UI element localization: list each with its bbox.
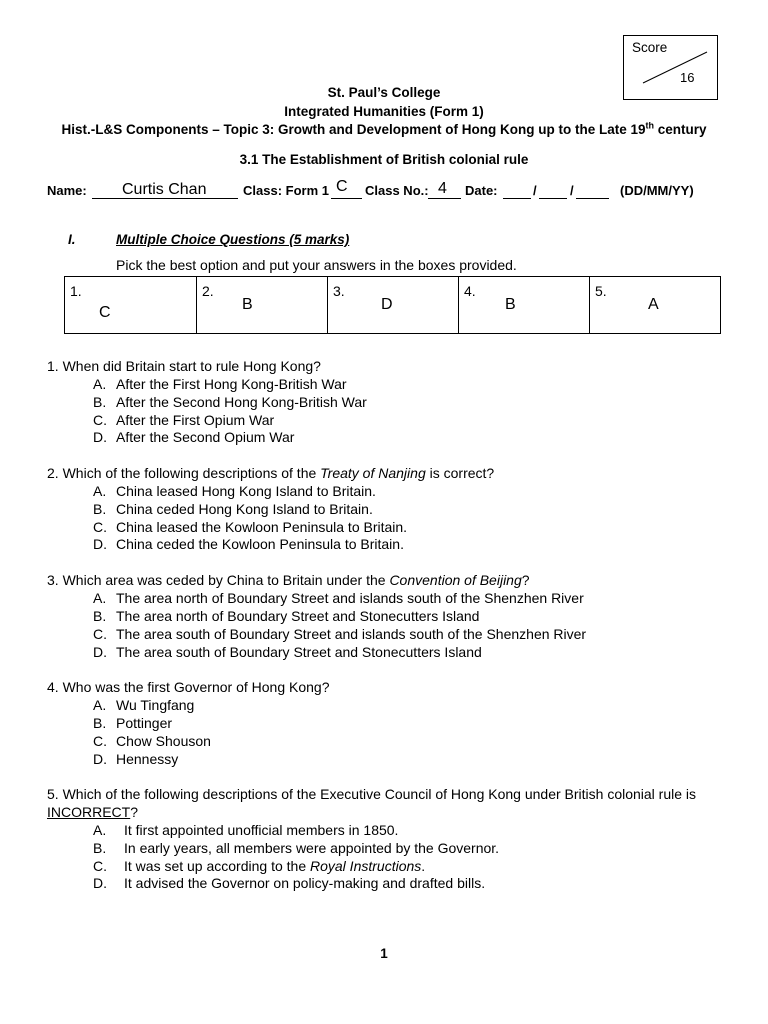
answer-box-number: 2.	[202, 283, 214, 299]
question-stem-end: ?	[130, 804, 139, 821]
option-text: After the First Hong Kong-British War	[116, 375, 347, 392]
question-stem: Which area was ceded by China to Britain under the	[62, 572, 390, 589]
question-number: 1.	[47, 358, 59, 374]
section-numeral: I.	[68, 232, 76, 247]
option-text: It first appointed unofficial members in 1850.	[124, 821, 399, 838]
option-text: The area north of Boundary Street and islands south of the Shenzhen River	[116, 589, 584, 606]
option-letter: D.	[93, 536, 107, 553]
question-stem: Which of the following descriptions of the	[62, 465, 321, 482]
class-no-value: 4	[438, 180, 447, 197]
answer-box-number: 5.	[595, 283, 607, 299]
option-text: Hennessy	[116, 750, 179, 767]
topic-title	[0, 121, 768, 139]
question-stem-end: ?	[521, 572, 530, 589]
answer-box-value: D	[381, 296, 393, 313]
option	[0, 483, 768, 501]
answer-box-value: C	[99, 304, 111, 321]
question-stem: When did Britain start to rule Hong Kong?	[62, 358, 321, 374]
page-number: 1	[380, 946, 388, 961]
option-text: After the Second Hong Kong-British War	[116, 393, 367, 410]
option-letter: A.	[93, 482, 107, 499]
date-separator: /	[570, 183, 574, 198]
name-label: Name:	[47, 183, 87, 198]
topic-text: Hist.-L&S Components – Topic 3: Growth and Development of Hong Kong up to the Late 19	[61, 122, 646, 137]
question-stem-italic: Convention of Beijing	[389, 572, 522, 589]
option-letter: B.	[93, 607, 107, 624]
option	[0, 858, 768, 876]
class-no-field[interactable]	[428, 181, 461, 199]
option-letter: D.	[93, 429, 107, 446]
option-letter: C.	[93, 518, 107, 535]
question-list	[0, 358, 768, 911]
answer-box-value: B	[242, 296, 253, 313]
option	[0, 840, 768, 858]
class-value: C	[336, 178, 348, 195]
question	[0, 679, 768, 768]
answer-box[interactable]	[65, 277, 196, 333]
question-stem: Who was the first Governor of Hong Kong?	[62, 679, 330, 696]
option	[0, 751, 768, 769]
option-text: China ceded the Kowloon Peninsula to Britain.	[116, 536, 404, 553]
question	[0, 786, 768, 893]
option-text: Chow Shouson	[116, 732, 211, 749]
option-text: It advised the Governor on policy-making and drafted bills.	[124, 875, 486, 892]
date-label: Date:	[465, 183, 498, 198]
option	[0, 608, 768, 626]
answer-box-number: 1.	[70, 283, 82, 299]
class-no-label: Class No.:	[365, 183, 429, 198]
question-stem-end: is correct?	[425, 465, 495, 482]
option-letter: D.	[93, 750, 107, 767]
option	[0, 394, 768, 412]
option-letter: B.	[93, 714, 107, 731]
option-text: China leased Hong Kong Island to Britain.	[116, 482, 376, 499]
question-number: 5.	[47, 786, 59, 803]
question-stem-line	[0, 786, 768, 804]
option-letter: D.	[93, 643, 107, 660]
option	[0, 697, 768, 715]
school-name: St. Paul’s College	[327, 85, 441, 100]
score-value: 16	[680, 70, 695, 85]
answer-table	[64, 276, 721, 334]
answer-box-number: 3.	[333, 283, 345, 299]
option-letter: C.	[93, 411, 107, 428]
option-letter: B.	[93, 393, 107, 410]
question-stem-line	[0, 679, 768, 697]
question-number: 3.	[47, 572, 59, 589]
option	[0, 875, 768, 893]
question-stem: Which of the following descriptions of the Executive Council of Hong Kong under British colonial rule is	[62, 786, 697, 803]
option	[0, 644, 768, 662]
option	[0, 822, 768, 840]
option-letter: D.	[93, 875, 107, 892]
question-stem-line	[0, 804, 768, 822]
option-text: In early years, all members were appointed by the Governor.	[124, 839, 500, 856]
question-number: 4.	[47, 679, 59, 696]
option-text: The area south of Boundary Street and islands south of the Shenzhen River	[116, 625, 587, 642]
option	[0, 536, 768, 554]
option	[0, 501, 768, 519]
option-letter: A.	[93, 821, 107, 838]
option	[0, 733, 768, 751]
option-letter: C.	[93, 732, 107, 749]
option-text: After the Second Opium War	[116, 429, 295, 446]
question-stem-line	[0, 465, 768, 483]
section-heading: Multiple Choice Questions (5 marks)	[116, 232, 350, 247]
option-text-end: .	[421, 857, 426, 874]
answer-box-value: A	[648, 296, 659, 313]
question	[0, 572, 768, 661]
option-letter: B.	[93, 839, 107, 856]
option-text-italic: Royal Instructions	[310, 857, 422, 874]
answer-box[interactable]	[327, 277, 458, 333]
option-text: Wu Tingfang	[116, 697, 195, 714]
option-letter: C.	[93, 857, 107, 874]
topic-superscript: th	[645, 120, 654, 131]
name-value: Curtis Chan	[122, 181, 207, 198]
answer-box-number: 4.	[464, 283, 476, 299]
name-field[interactable]	[92, 181, 238, 199]
question-stem-underlined: INCORRECT	[47, 804, 131, 821]
option-letter: C.	[93, 625, 107, 642]
option	[0, 412, 768, 430]
answer-box[interactable]	[589, 277, 720, 333]
question	[0, 465, 768, 554]
date-day-field[interactable]	[503, 181, 531, 199]
answer-box-value: B	[505, 296, 516, 313]
section-title: 3.1 The Establishment of British colonial rule	[239, 152, 529, 167]
subject-title: Integrated Humanities (Form 1)	[284, 104, 484, 119]
date-format-hint: (DD/MM/YY)	[620, 183, 694, 198]
option-text: Pottinger	[116, 714, 173, 731]
option-letter: A.	[93, 697, 107, 714]
option-text: China ceded Hong Kong Island to Britain.	[116, 500, 373, 517]
option-text: It was set up according to the	[124, 857, 310, 874]
date-year-field[interactable]	[576, 181, 609, 199]
answer-box[interactable]	[458, 277, 589, 333]
option	[0, 376, 768, 394]
option	[0, 519, 768, 537]
option-text: The area north of Boundary Street and Stonecutters Island	[116, 607, 480, 624]
option-text: After the First Opium War	[116, 411, 275, 428]
option-letter: B.	[93, 500, 107, 517]
option	[0, 590, 768, 608]
question	[0, 358, 768, 447]
option	[0, 715, 768, 733]
option	[0, 429, 768, 447]
option-letter: A.	[93, 589, 107, 606]
score-label: Score	[632, 40, 668, 55]
option-text: China leased the Kowloon Peninsula to Britain.	[116, 518, 408, 535]
option	[0, 626, 768, 644]
question-number: 2.	[47, 465, 59, 482]
question-stem-line	[0, 572, 768, 590]
answer-box[interactable]	[196, 277, 327, 333]
class-label: Class: Form 1	[243, 183, 329, 198]
date-separator: /	[533, 183, 537, 198]
class-field[interactable]	[331, 178, 362, 199]
option-text: The area south of Boundary Street and Stonecutters Island	[116, 643, 482, 660]
question-stem-line	[0, 358, 768, 376]
instructions: Pick the best option and put your answers in the boxes provided.	[116, 257, 517, 273]
question-stem-italic: Treaty of Nanjing	[320, 465, 426, 482]
topic-suffix: century	[653, 122, 707, 137]
option-letter: A.	[93, 375, 107, 392]
date-month-field[interactable]	[539, 181, 567, 199]
